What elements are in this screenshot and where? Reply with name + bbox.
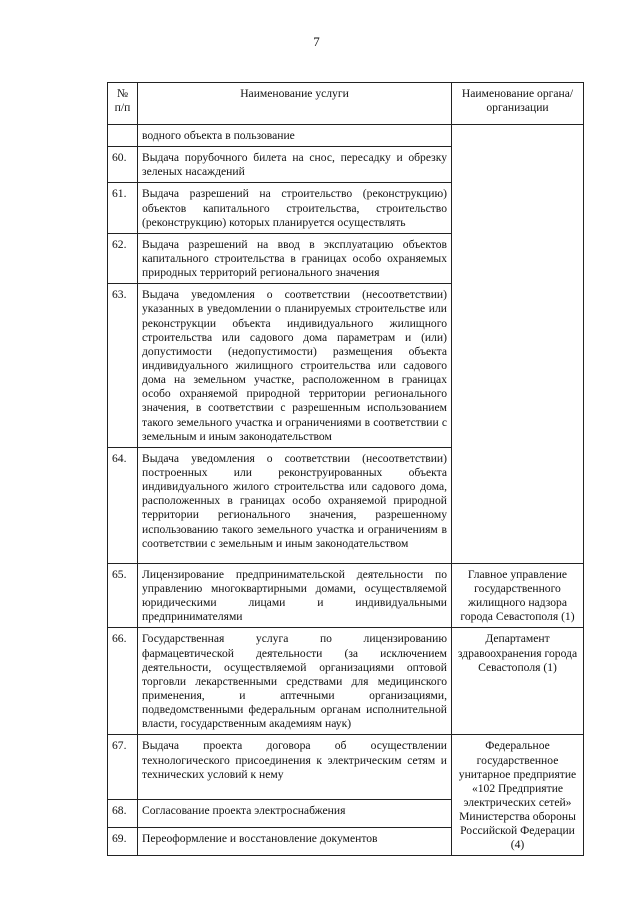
table-row <box>108 735 584 799</box>
row-number: 68. <box>108 799 138 827</box>
row-organization: Главное управление государственного жилищного надзора города Севастополя (1) <box>452 563 584 628</box>
row-number: 64. <box>108 447 138 563</box>
row-service: Выдача уведомления о соответствии (несоответствии) указанных в уведомлении о планируемых строительстве или реконструкции объекта индивидуального жилищного строительства или садового дома параметрам и (или) допустимости (недопустимости) размещения объекта индивидуального жилищного строительства или садового дома на земельном участке, расположенном в границах особо охраняемой природной территории регионального значения, в соответствии с разрешенным использованием такого земельного участка и ограничениями в соответствии с земельным и иным законодательством <box>138 284 452 448</box>
row-number: 61. <box>108 183 138 233</box>
row-organization-empty <box>452 125 584 564</box>
header-number: № п/п <box>108 83 138 125</box>
row-service: Согласование проекта электроснабжения <box>138 799 452 827</box>
row-service: Выдача проекта договора об осуществлении технологического присоединения к электрическим сетям и технических условий к нему <box>138 735 452 799</box>
row-service: Выдача уведомления о соответствии (несоответствии) построенных или реконструированных объекта индивидуального жилого строительства или садового дома, расположенных в границах особо охраняемой природной территории регионального значения, разрешенному использованию такого земельного участка и ограничениям в соответствии с земельным и иным законодательством <box>138 447 452 563</box>
row-number: 62. <box>108 233 138 283</box>
row-number <box>108 125 138 147</box>
row-number: 65. <box>108 563 138 628</box>
row-service: Выдача порубочного билета на снос, пересадку и обрезку зеленых насаждений <box>138 147 452 183</box>
table-header-row <box>108 83 584 125</box>
row-number: 67. <box>108 735 138 799</box>
row-service: Переоформление и восстановление документов <box>138 828 452 856</box>
row-number: 66. <box>108 628 138 735</box>
row-number: 60. <box>108 147 138 183</box>
row-service: Выдача разрешений на ввод в эксплуатацию объектов капитального строительства в границах особо охраняемых природных территорий регионального значения <box>138 233 452 283</box>
row-organization: Департамент здравоохранения города Севастополя (1) <box>452 628 584 735</box>
page-number: 7 <box>313 34 320 49</box>
row-service: Государственная услуга по лицензированию фармацевтической деятельности (за исключением деятельности, осуществляемой организациями оптовой торговли лекарственными средствами для медицинского применения, и аптечными организациями, подведомственными федеральным органам исполнительной власти, государственным академиям наук) <box>138 628 452 735</box>
row-service: Выдача разрешений на строительство (реконструкцию) объектов капитального строительства, строительство (реконструкцию) которых планируется осуществлять <box>138 183 452 233</box>
table-row <box>108 563 584 628</box>
row-organization: Федеральное государственное унитарное предприятие «102 Предприятие электрических сетей» Министерства обороны Российской Федерации (4) <box>452 735 584 856</box>
header-service: Наименование услуги <box>138 83 452 125</box>
header-organization: Наименование органа/организации <box>452 83 584 125</box>
table-row <box>108 628 584 735</box>
row-number: 69. <box>108 828 138 856</box>
row-number: 63. <box>108 284 138 448</box>
services-table <box>107 82 584 856</box>
table-row <box>108 125 584 147</box>
row-service: водного объекта в пользование <box>138 125 452 147</box>
row-service: Лицензирование предпринимательской деятельности по управлению многоквартирными домами, осуществляемой юридическими лицами и индивидуальными предпринимателями <box>138 563 452 628</box>
